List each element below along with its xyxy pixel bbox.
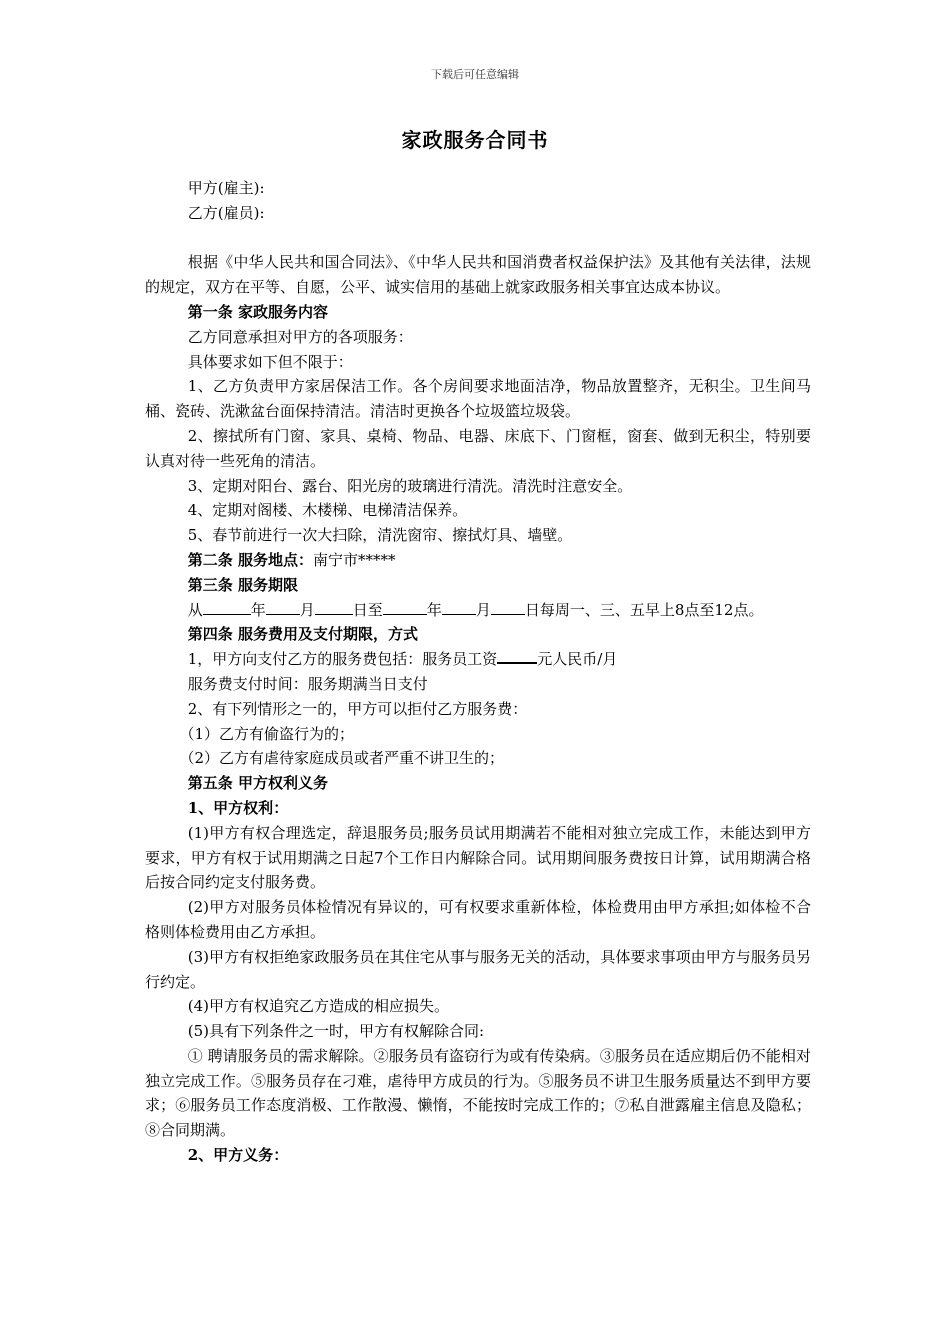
wage-blank[interactable] [497, 647, 537, 664]
duties-heading: 2、甲方义务： [187, 1146, 289, 1165]
service-period-line [145, 598, 811, 623]
year-label: 年 [250, 600, 266, 619]
refuse-line: 2、有下列情形之一的，甲方可以拒付乙方服务费： [187, 699, 528, 718]
article1-item: 4、定期对阁楼、木楼梯、电梯清洁保养。 [187, 501, 468, 520]
start-month-blank[interactable] [266, 599, 300, 615]
document-body [145, 176, 811, 1168]
fee-line [145, 647, 811, 672]
rights-item: (4)甲方有权追究乙方造成的相应损失。 [187, 997, 449, 1016]
rights-item: (5)具有下列条件之一时，甲方有权解除合同: [187, 1022, 485, 1041]
document-title: 家政服务合同书 [401, 128, 549, 152]
start-day-blank[interactable] [315, 599, 353, 615]
start-year-blank[interactable] [203, 599, 251, 615]
page-header-note: 下载后可任意编辑 [431, 68, 519, 81]
rights-item: ① 聘请服务员的需求解除。②服务员有盗窃行为或有传染病。③服务员在适应期后仍不能相对独立完成工作。⑤服务员存在刁难，虐待甲方成员的行为。⑤服务员不讲卫生服务质量达不到甲方要求；⑥服务员工作态度消极、工作散漫、懒惰，不能按时完成工作的；⑦私自泄露雇主信息及隐私；⑧合同期满。 [145, 1046, 811, 1140]
party-a-line: 甲方(雇主): [187, 179, 265, 197]
period-from-label: 从 [187, 600, 203, 619]
refuse-case: （1）乙方有偷盗行为的； [179, 724, 355, 743]
article5-heading: 第五条 甲方权利义务 [187, 774, 328, 793]
rights-item: (3)甲方有权拒绝家政服务员在其住宅从事与服务无关的活动，具体要求事项由甲方与服务员另行约定。 [145, 947, 811, 991]
article1-item: 3、定期对阳台、露台、阳光房的玻璃进行清洗。清洗时注意安全。 [187, 476, 633, 495]
article2-line [145, 548, 811, 573]
schedule-text: 日每周一、三、五早上8点至12点。 [524, 600, 764, 619]
end-month-blank[interactable] [442, 599, 476, 615]
year-label: 年 [426, 600, 442, 619]
article1-item: 5、春节前进行一次大扫除，清洗窗帘、擦拭灯具、墙壁。 [187, 526, 573, 545]
article3-heading: 第三条 服务期限 [187, 575, 298, 594]
end-day-blank[interactable] [491, 599, 525, 615]
article1-item: 2、擦拭所有门窗、家具、桌椅、物品、电器、床底下、门窗框，窗套、做到无积尘，特别要认真对待一些死角的清洁。 [145, 426, 811, 470]
fee-prefix: 1，甲方向支付乙方的服务费包括：服务员工资 [187, 650, 498, 669]
end-year-blank[interactable] [383, 599, 427, 615]
party-b-line: 乙方(雇员): [187, 203, 265, 222]
article1-item: 1、乙方负责甲方家居保洁工作。各个房间要求地面洁净，物品放置整齐，无积尘。卫生间马桶、瓷砖、洗漱盆台面保持清洁。清洁时更换各个垃圾篮垃圾袋。 [145, 377, 811, 421]
article4-heading: 第四条 服务费用及支付期限，方式 [187, 625, 418, 644]
rights-item: (2)甲方对服务员体检情况有异议的，可有权要求重新体检，体检费用由甲方承担;如体检不合格则体检费用由乙方承担。 [145, 898, 811, 941]
article1-heading: 第一条 家政服务内容 [187, 302, 328, 321]
month-label: 月 [299, 600, 315, 619]
rights-heading: 1、甲方权利： [187, 798, 289, 817]
day-to-label: 日至 [352, 600, 383, 619]
spacer [145, 226, 811, 251]
pay-time-line: 服务费支付时间：服务期满当日支付 [187, 674, 428, 693]
article1-intro1: 乙方同意承担对甲方的各项服务： [187, 327, 413, 346]
rights-item: (1)甲方有权合理选定，辞退服务员;服务员试用期满若不能相对独立完成工作，未能达到甲方要求，甲方有权于试用期满之日起7个工作日内解除合同。试用期间服务费按日计算，试用期满合格后按合同约定支付服务费。 [145, 823, 811, 892]
service-location: 南宁市***** [312, 550, 396, 569]
month-label: 月 [475, 600, 491, 619]
refuse-case: （2）乙方有虐待家庭成员或者严重不讲卫生的； [179, 749, 505, 768]
preamble-paragraph: 根据《中华人民共和国合同法》、《中华人民共和国消费者权益保护法》及其他有关法律，法规的规定，双方在平等、自愿，公平、诚实信用的基础上就家政服务相关事宜达成本协议。 [145, 253, 811, 297]
fee-suffix: 元人民币/月 [537, 650, 618, 669]
article1-intro2: 具体要求如下但不限于： [187, 352, 353, 371]
article2-heading: 第二条 服务地点： [187, 550, 313, 569]
